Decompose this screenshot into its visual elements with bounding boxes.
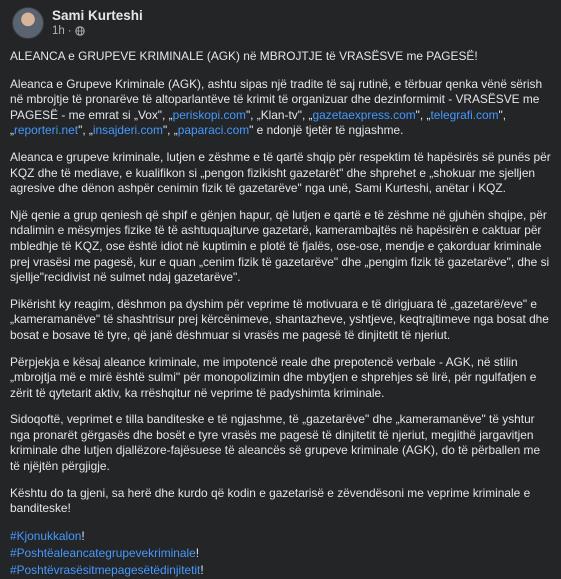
author-block — [52, 8, 143, 39]
hashtag-suffix: ! — [195, 545, 200, 560]
post-header — [10, 0, 551, 46]
p2-text-4: ", „ — [10, 107, 507, 138]
paragraph-5: Pikërisht ky reagim, dëshmon pa dyshim për veprime të motivuara e të dirigjuara të „gazetarë/eve" e „kameramanëve" të shashtrisur prej kërcënimeve, shantazheve, yshtjeve, keqtrajtimeve nga bosat dhe bosat e bosave të tyre, që janë dëshmuar si vrasës me pagesë të dinjitetit të njeriut. — [10, 296, 549, 342]
p2-text-7: " e ndonjë tjetër të ngjashme. — [249, 123, 404, 138]
link-paparaci[interactable]: paparaci.com — [177, 123, 250, 138]
meta-separator: · — [67, 24, 72, 37]
link-gazetaexpress[interactable]: gazetaexpress.com — [312, 107, 416, 122]
paragraph-2 — [10, 77, 551, 139]
hashtag-suffix: ! — [81, 528, 85, 543]
paragraph-4: Një qenie a grup qeniesh që shpif e gënjen hapur, që lutjen e qartë e të zëshme në gjuhën shqipe, për ndalimin e mësymjes fizike të të ashtuquajturve gazetarë, kamerambajtës në hapësirën e caktuar për mbledhje të KQZ, ose është idiot në kuptimin e plotë të fjalës, ose-ose, mendje e çakorduar kriminale prej vrasësi me pagesë, kur e quan „cenim fizik të gazetarëve" dhe „pengim fizik të gazetarëve", dhe si sjellje"recidivist në sulmet ndaj gazetarëve". — [10, 207, 550, 285]
hashtag[interactable]: #Poshtëvrasësitmepagesëtëdinjitetit — [10, 562, 201, 577]
hashtag[interactable]: #Kjonukkalon — [10, 528, 82, 543]
globe-icon[interactable] — [75, 26, 85, 36]
p2-text-1: Aleanca e Grupeve Kriminale (AGK), ashtu sipas një tradite të saj rutinë, e tërbuar qenka vënë sërish në mbrojtje të pronarëve të altoparlantëve të krimit të organizuar dhe dezinformimit - VRASËSVE me PAGESË - me emrat si „Vox", „ — [10, 76, 543, 122]
hashtag-line — [10, 562, 551, 579]
paragraph-6: Përpjekja e kësaj aleance kriminale, me impotencë reale dhe prepotencë verbale - AGK, në stilin „mbrojtja më e mirë është sulmi" për monopolizimin dhe mbytjen e shprehjes së lirë, për ngulfatjen e zërit të qytetarit aktiv, ka rrëshqitur në veprime të padyshimta kriminale. — [10, 354, 537, 400]
post-time[interactable]: 1h — [52, 24, 65, 37]
p2-text-6: ", „ — [162, 123, 178, 138]
post-body — [10, 49, 551, 579]
paragraph-7: Sidoqoftë, veprimet e tilla banditeske e të ngjashme, të „gazetarëve" dhe „kameramanëve" të yshtur nga pronarët gërgasës dhe bosët e tyre vrasës me pagesë të dinjitetit të njeriut, megjithë jargavitjen kriminale dhe lutjen djallëzore-fajësuese të aleancës së grupeve kriminale (AGK), do të përballen me të njëjtën përgjigje. — [10, 412, 541, 474]
link-periskopi[interactable]: periskopi.com — [172, 107, 246, 122]
author-name[interactable]: Sami Kurteshi — [52, 7, 143, 23]
hashtag-line — [10, 528, 551, 545]
link-reporteri[interactable]: reporteri.net — [13, 123, 79, 138]
link-telegrafi[interactable]: telegrafi.com — [430, 107, 499, 122]
p2-text-3: ", „ — [415, 107, 431, 122]
post-meta — [52, 24, 143, 39]
avatar[interactable] — [12, 7, 44, 39]
hashtag-line — [10, 545, 551, 562]
hashtag-list — [10, 528, 551, 579]
hashtag[interactable]: #Poshtëaleancategrupevekriminale — [10, 545, 196, 560]
p2-text-5: ", „ — [78, 123, 93, 138]
p2-text-2: ", „Klan-tv", „ — [245, 107, 313, 122]
link-insajderi[interactable]: insajderi.com — [92, 123, 163, 138]
paragraph-8: Kështu do ta gjeni, sa herë dhe kurdo që kodin e gazetarisë e zëvendësoni me veprime kriminale e banditeske! — [10, 485, 531, 516]
hashtag-suffix: ! — [200, 562, 204, 577]
post-title: ALEANCA e GRUPEVE KRIMINALE (AGK) në MBROJTJE të VRASËSVE me PAGESË! — [10, 49, 478, 63]
paragraph-3: Aleanca e grupeve kriminale, lutjen e zëshme e të qartë shqip për respektim të hapësirës së punës për KQZ dhe të mediave, e kualifikon si „pengon fizikisht gazetarët" dhe shprehet e „shokuar me sjelljen agresive dhe dënon ashpër cenimin fizik të gazetarëve" nga unë, Sami Kurteshi, anëtar i KQZ. — [10, 149, 551, 196]
